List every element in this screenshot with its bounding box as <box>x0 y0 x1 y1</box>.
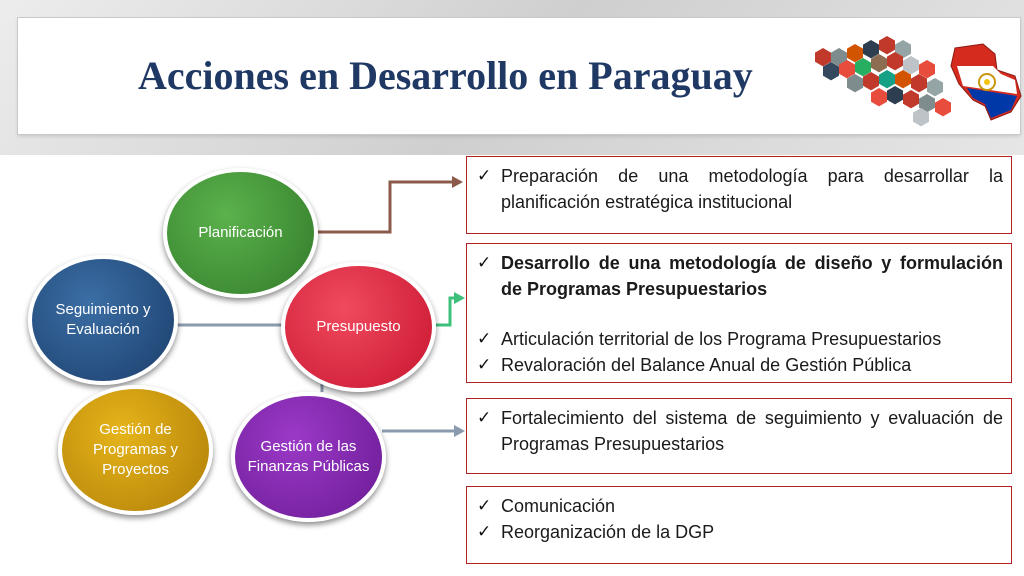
check-icon: ✓ <box>477 253 492 272</box>
planificacion-actions-box <box>466 156 1012 234</box>
check-icon: ✓ <box>477 166 492 185</box>
planificacion-circle <box>163 168 318 298</box>
finanzas-publicas-circle <box>231 392 386 522</box>
presupuesto-label: Presupuesto <box>316 318 401 335</box>
action-text: Preparación de una metodología para desarrollar la planificación estratégica institucional <box>501 166 1003 212</box>
check-icon: ✓ <box>477 496 492 515</box>
presupuesto-circle <box>281 262 436 392</box>
organizacion-actions-box <box>466 486 1012 564</box>
action-text: Reorganización de la DGP <box>501 522 715 542</box>
action-text: Desarrollo de una metodología de diseño y formulación de Programas Presupuestarios <box>501 253 1003 299</box>
seguimiento-label: Seguimiento y Evaluación <box>55 301 151 338</box>
check-icon: ✓ <box>477 355 492 374</box>
page-title: Acciones en Desarrollo en Paraguay <box>138 53 753 98</box>
action-item <box>477 250 1003 302</box>
action-text: Revaloración del Balance Anual de Gestión Pública <box>501 355 912 375</box>
action-text: Articulación territorial de los Programa Presupuestarios <box>501 329 942 349</box>
check-icon: ✓ <box>477 408 492 427</box>
action-item <box>477 163 1003 215</box>
check-icon: ✓ <box>477 329 492 348</box>
seguimiento-evaluacion-circle <box>28 255 178 385</box>
action-item <box>477 352 1003 378</box>
action-item <box>477 519 1003 545</box>
seguimiento-actions-box <box>466 398 1012 474</box>
arrow-planificacion <box>312 182 452 232</box>
finanzas-label: Gestión de las Finanzas Públicas <box>247 438 370 475</box>
action-item <box>477 493 1003 519</box>
arrow-presupuesto-head <box>454 292 465 304</box>
arrow-finanzas-head <box>454 425 465 437</box>
gestion-programas-label: Gestión de Programas y Proyectos <box>92 421 179 478</box>
arrow-planificacion-head <box>452 176 463 188</box>
arrow-presupuesto <box>436 298 455 325</box>
action-item <box>477 326 1003 352</box>
presupuesto-actions-box <box>466 243 1012 383</box>
action-text: Comunicación <box>501 496 616 516</box>
check-icon: ✓ <box>477 522 492 541</box>
action-text: Fortalecimiento del sistema de seguimiento y evaluación de Programas Presupuestarios <box>501 408 1003 454</box>
action-item <box>477 405 1003 457</box>
gestion-programas-circle <box>58 385 213 515</box>
planificacion-label: Planificación <box>198 224 283 241</box>
